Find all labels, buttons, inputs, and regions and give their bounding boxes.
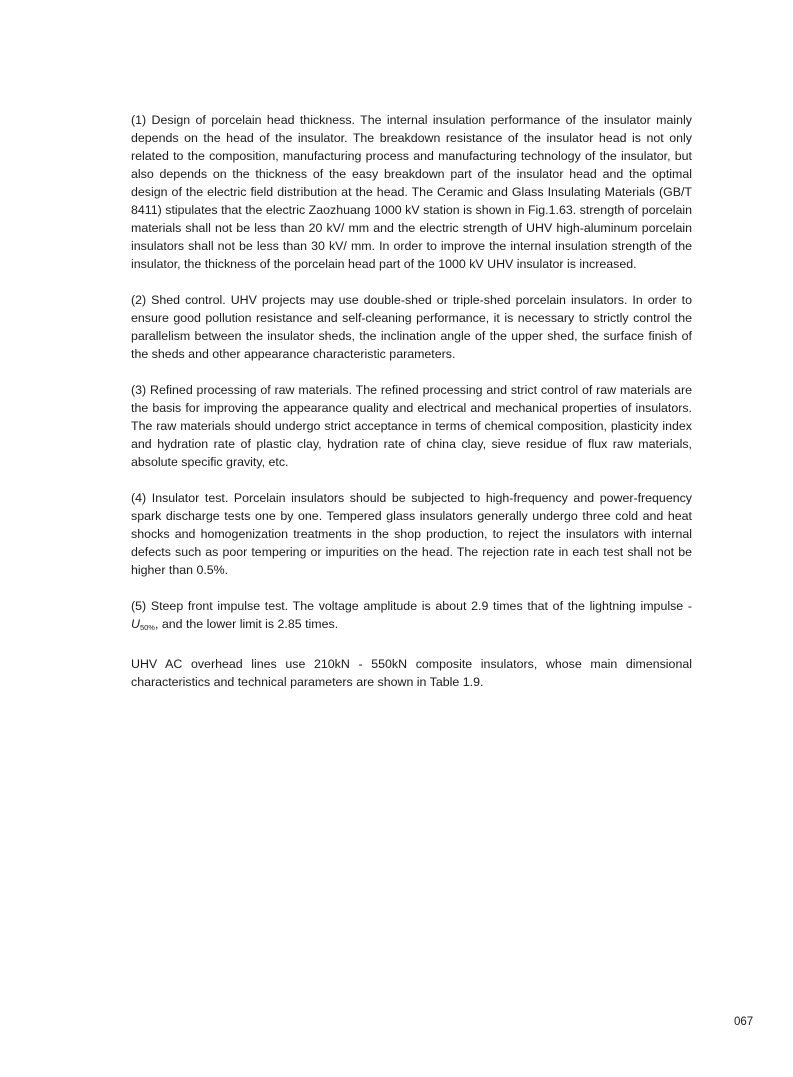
voltage-symbol: U bbox=[131, 617, 140, 631]
page-body bbox=[131, 111, 692, 691]
voltage-subscript: 50% bbox=[139, 623, 155, 632]
paragraph-porcelain-head-thickness: (1) Design of porcelain head thickness. The internal insulation performance of the insulator mainly depends on the head of the insulator. The breakdown resistance of the insulator head is not only related to the composition, manufacturing process and manufacturing technology of the insulator, but also depends on the thickness of the easy breakdown part of the insulator head and the optimal design of the electric field distribution at the head. The Ceramic and Glass Insulating Materials (GB/T 8411) stipulates that the electric Zaozhuang 1000 kV station is shown in Fig.1.63. strength of porcelain materials shall not be less than 20 kV/ mm and the electric strength of UHV high-aluminum porcelain insulators shall not be less than 30 kV/ mm. In order to improve the internal insulation strength of the insulator, the thickness of the porcelain head part of the 1000 kV UHV insulator is increased. bbox=[131, 113, 692, 271]
paragraph-composite-insulators: UHV AC overhead lines use 210kN - 550kN composite insulators, whose main dimensional characteristics and technical parameters are shown in Table 1.9. bbox=[131, 657, 692, 689]
paragraph-raw-materials: (3) Refined processing of raw materials. The refined processing and strict control of raw materials are the basis for improving the appearance quality and electrical and mechanical properties of insulators. The raw materials should undergo strict acceptance in terms of chemical composition, plasticity index and hydration rate of plastic clay, hydration rate of china clay, sieve residue of flux raw materials, absolute specific gravity, etc. bbox=[131, 383, 692, 469]
page-number: 067 bbox=[734, 1016, 754, 1028]
paragraph-insulator-test: (4) Insulator test. Porcelain insulators should be subjected to high-frequency and power-frequency spark discharge tests one by one. Tempered glass insulators generally undergo three cold and heat shocks and homogenization treatments in the shop production, to reject the insulators with internal defects such as poor tempering or impurities on the head. The rejection rate in each test shall not be higher than 0.5%. bbox=[131, 491, 692, 577]
paragraph-steep-front-impulse-test bbox=[131, 597, 692, 637]
impulse-text-after: , and the lower limit is 2.85 times. bbox=[154, 617, 339, 631]
impulse-text-before: (5) Steep front impulse test. The voltage amplitude is about 2.9 times that of the lightning impulse - bbox=[131, 599, 692, 613]
paragraph-shed-control: (2) Shed control. UHV projects may use double-shed or triple-shed porcelain insulators. In order to ensure good pollution resistance and self-cleaning performance, it is necessary to strictly control the parallelism between the insulator sheds, the inclination angle of the upper shed, the surface finish of the sheds and other appearance characteristic parameters. bbox=[131, 293, 692, 361]
